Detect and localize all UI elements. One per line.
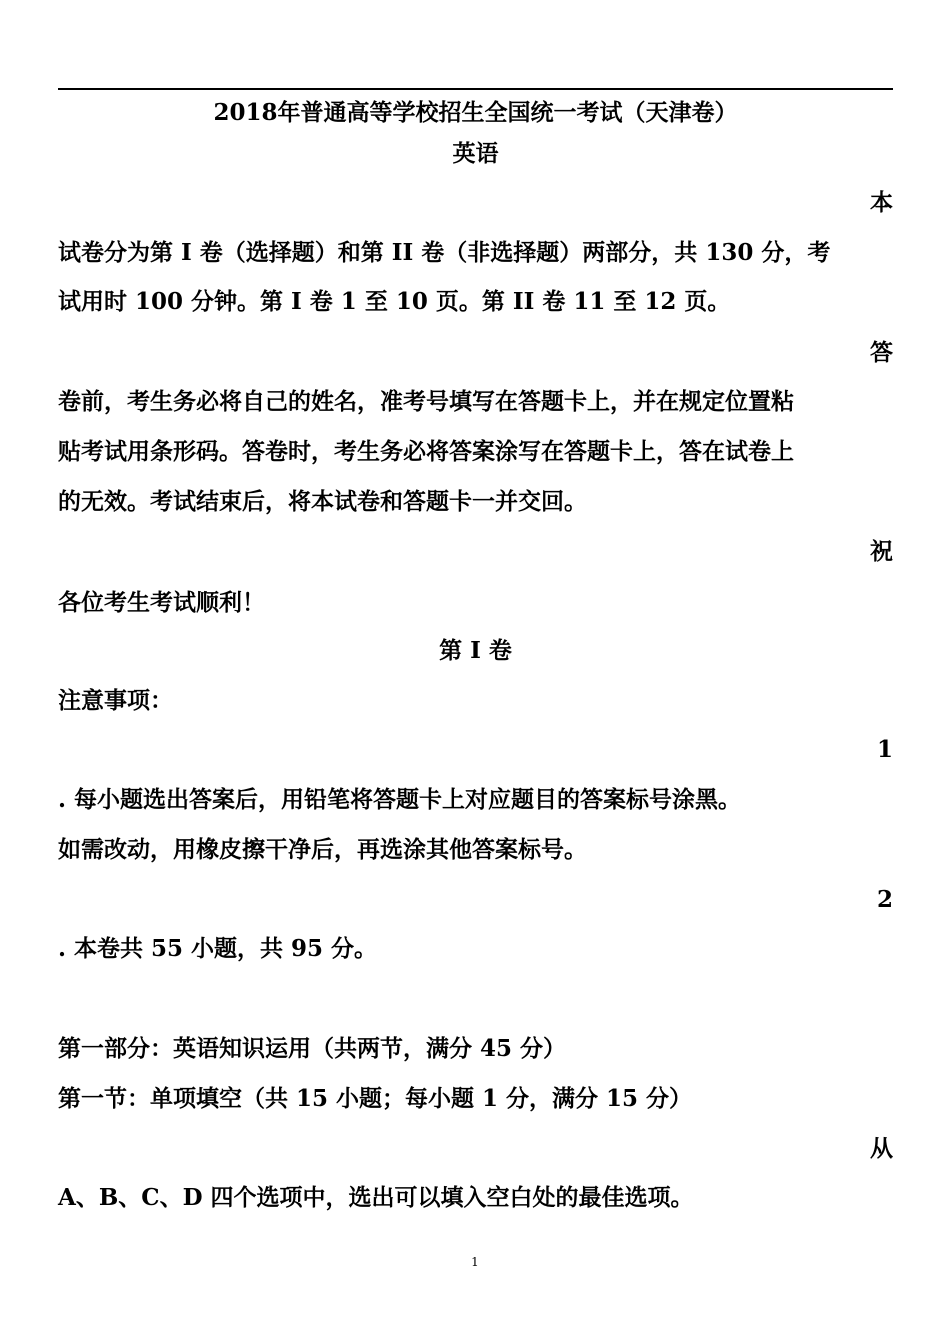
section-1-instruction-start: 从: [870, 1135, 893, 1162]
document-title: 2018年普通高等学校招生全国统一考试（天津卷）: [213, 99, 738, 126]
intro-line-1-start: 本: [870, 189, 893, 216]
intro-line-1: 试卷分为第 I 卷（选择题）和第 II 卷（非选择题）两部分，共 130 分，考: [58, 239, 831, 266]
volume-heading: 第 I 卷: [439, 637, 512, 664]
intro-line-2: 试用时 100 分钟。第 I 卷 1 至 10 页。第 II 卷 11 至 12 页。: [58, 288, 731, 315]
notes-heading: 注意事项：: [58, 687, 173, 714]
page-number: 1: [471, 1255, 479, 1269]
intro-line-3: 卷前，考生务必将自己的姓名，准考号填写在答题卡上，并在规定位置粘: [58, 388, 794, 415]
intro-line-5: 的无效。考试结束后，将本试卷和答题卡一并交回。: [58, 488, 587, 515]
intro-line-3-start: 答: [870, 339, 893, 366]
intro-line-6: 各位考生考试顺利！: [58, 589, 265, 616]
intro-line-6-start: 祝: [870, 538, 893, 565]
note-1-line-1: . 每小题选出答案后，用铅笔将答题卡上对应题目的答案标号涂黑。: [58, 786, 742, 813]
section-1-instruction: A、B、C、D 四个选项中，选出可以填入空白处的最佳选项。: [58, 1184, 694, 1211]
note-1-number: 1: [876, 736, 893, 763]
section-1-heading: 第一节：单项填空（共 15 小题；每小题 1 分，满分 15 分）: [58, 1085, 693, 1112]
note-2-number: 2: [876, 886, 893, 913]
intro-line-4: 贴考试用条形码。答卷时，考生务必将答案涂写在答题卡上，答在试卷上: [58, 438, 794, 465]
note-2-line-1: . 本卷共 55 小题，共 95 分。: [58, 935, 378, 962]
note-1-line-2: 如需改动，用橡皮擦干净后，再选涂其他答案标号。: [58, 836, 587, 863]
part-1-heading: 第一部分：英语知识运用（共两节，满分 45 分）: [58, 1035, 567, 1062]
document-subject: 英语: [452, 140, 499, 167]
